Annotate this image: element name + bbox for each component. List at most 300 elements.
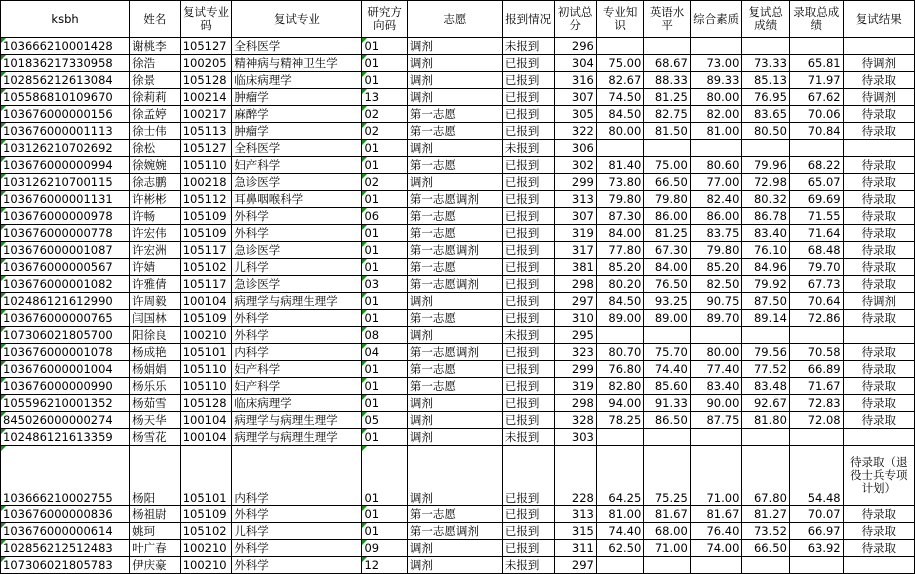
direction-code-cell[interactable]: 02 <box>362 123 407 140</box>
report-status-cell[interactable]: 未报到 <box>502 557 554 574</box>
english-level-cell[interactable]: 84.00 <box>644 259 690 276</box>
initial-score-cell[interactable]: 322 <box>554 123 596 140</box>
name-cell[interactable]: 徐景 <box>130 72 181 89</box>
retest-total-cell[interactable]: 85.13 <box>742 72 790 89</box>
name-cell[interactable]: 伊庆豪 <box>130 557 181 574</box>
english-level-cell[interactable]: 79.80 <box>644 191 690 208</box>
professional-knowledge-cell[interactable]: 62.50 <box>596 540 644 557</box>
ksbh-cell[interactable]: 103676000000836 <box>1 506 130 523</box>
ksbh-cell[interactable]: 103676000000614 <box>1 523 130 540</box>
major-code-cell[interactable]: 105102 <box>180 523 232 540</box>
table-row[interactable] <box>1 140 915 157</box>
ksbh-cell[interactable]: 103676000000990 <box>1 378 130 395</box>
admission-total-cell[interactable]: 71.97 <box>789 72 843 89</box>
major-cell[interactable]: 儿科学 <box>232 259 362 276</box>
major-code-cell[interactable]: 100218 <box>180 174 232 191</box>
major-cell[interactable]: 外科学 <box>232 540 362 557</box>
direction-code-cell[interactable]: 09 <box>362 540 407 557</box>
table-row[interactable] <box>1 174 915 191</box>
professional-knowledge-cell[interactable]: 82.80 <box>596 378 644 395</box>
professional-knowledge-cell[interactable]: 78.25 <box>596 412 644 429</box>
direction-code-cell[interactable]: 08 <box>362 327 407 344</box>
name-cell[interactable]: 闫国林 <box>130 310 181 327</box>
report-status-cell[interactable]: 已报到 <box>502 208 554 225</box>
choice-cell[interactable]: 第一志愿调剂 <box>407 242 502 259</box>
admission-total-cell[interactable]: 65.07 <box>789 174 843 191</box>
choice-cell[interactable]: 调剂 <box>407 293 502 310</box>
choice-cell[interactable]: 第一志愿调剂 <box>407 523 502 540</box>
ksbh-cell[interactable]: 103676000001087 <box>1 242 130 259</box>
professional-knowledge-cell[interactable] <box>596 140 644 157</box>
retest-total-cell[interactable]: 66.50 <box>742 540 790 557</box>
major-cell[interactable]: 外科学 <box>232 557 362 574</box>
ksbh-cell[interactable]: 103676000000765 <box>1 310 130 327</box>
major-code-cell[interactable]: 105109 <box>180 208 232 225</box>
initial-score-cell[interactable]: 296 <box>554 38 596 55</box>
retest-total-cell[interactable]: 81.27 <box>742 506 790 523</box>
table-row[interactable] <box>1 429 915 446</box>
direction-code-cell[interactable]: 01 <box>362 140 407 157</box>
table-row[interactable] <box>1 276 915 293</box>
major-cell[interactable]: 内科学 <box>232 446 362 506</box>
major-cell[interactable]: 全科医学 <box>232 140 362 157</box>
retest-result-cell[interactable] <box>843 327 914 344</box>
retest-result-cell[interactable]: 待录取 <box>843 174 914 191</box>
ksbh-cell[interactable]: 103676000000156 <box>1 106 130 123</box>
name-cell[interactable]: 徐士伟 <box>130 123 181 140</box>
table-row[interactable] <box>1 225 915 242</box>
retest-total-cell[interactable] <box>742 327 790 344</box>
major-cell[interactable]: 精神病与精神卫生学 <box>232 55 362 72</box>
major-code-cell[interactable]: 105112 <box>180 191 232 208</box>
major-code-cell[interactable]: 100210 <box>180 557 232 574</box>
english-level-cell[interactable]: 67.30 <box>644 242 690 259</box>
report-status-cell[interactable]: 已报到 <box>502 344 554 361</box>
column-header-retest-result[interactable]: 复试结果 <box>843 1 914 38</box>
choice-cell[interactable]: 调剂 <box>407 140 502 157</box>
choice-cell[interactable]: 第一志愿 <box>407 378 502 395</box>
direction-code-cell[interactable]: 01 <box>362 506 407 523</box>
initial-score-cell[interactable]: 319 <box>554 378 596 395</box>
initial-score-cell[interactable]: 317 <box>554 242 596 259</box>
ksbh-cell[interactable]: 107306021805783 <box>1 557 130 574</box>
major-code-cell[interactable]: 100104 <box>180 429 232 446</box>
table-row[interactable] <box>1 72 915 89</box>
retest-result-cell[interactable]: 待录取 <box>843 378 914 395</box>
overall-quality-cell[interactable] <box>690 429 742 446</box>
english-level-cell[interactable] <box>644 327 690 344</box>
admission-total-cell[interactable] <box>789 140 843 157</box>
retest-total-cell[interactable]: 83.48 <box>742 378 790 395</box>
direction-code-cell[interactable]: 01 <box>362 55 407 72</box>
table-row[interactable] <box>1 106 915 123</box>
retest-total-cell[interactable]: 80.50 <box>742 123 790 140</box>
report-status-cell[interactable]: 已报到 <box>502 293 554 310</box>
retest-total-cell[interactable]: 83.65 <box>742 106 790 123</box>
choice-cell[interactable]: 第一志愿 <box>407 310 502 327</box>
initial-score-cell[interactable]: 298 <box>554 395 596 412</box>
choice-cell[interactable]: 调剂 <box>407 327 502 344</box>
name-cell[interactable]: 谢桃李 <box>130 38 181 55</box>
ksbh-cell[interactable]: 103676000001004 <box>1 361 130 378</box>
retest-total-cell[interactable]: 80.32 <box>742 191 790 208</box>
name-cell[interactable]: 杨祖尉 <box>130 506 181 523</box>
english-level-cell[interactable] <box>644 557 690 574</box>
english-level-cell[interactable]: 85.60 <box>644 378 690 395</box>
major-cell[interactable]: 外科学 <box>232 208 362 225</box>
choice-cell[interactable]: 第一志愿 <box>407 225 502 242</box>
overall-quality-cell[interactable] <box>690 557 742 574</box>
direction-code-cell[interactable]: 12 <box>362 557 407 574</box>
direction-code-cell[interactable]: 13 <box>362 89 407 106</box>
name-cell[interactable]: 许婧 <box>130 259 181 276</box>
report-status-cell[interactable]: 已报到 <box>502 412 554 429</box>
direction-code-cell[interactable]: 04 <box>362 344 407 361</box>
name-cell[interactable]: 杨成艳 <box>130 344 181 361</box>
professional-knowledge-cell[interactable]: 74.50 <box>596 89 644 106</box>
major-cell[interactable]: 儿科学 <box>232 523 362 540</box>
name-cell[interactable]: 杨娟娟 <box>130 361 181 378</box>
choice-cell[interactable]: 第一志愿 <box>407 106 502 123</box>
overall-quality-cell[interactable]: 82.40 <box>690 191 742 208</box>
professional-knowledge-cell[interactable]: 77.80 <box>596 242 644 259</box>
major-cell[interactable]: 麻醉学 <box>232 106 362 123</box>
retest-result-cell[interactable]: 待录取 <box>843 123 914 140</box>
report-status-cell[interactable]: 已报到 <box>502 540 554 557</box>
column-header-english-level[interactable]: 英语水平 <box>644 1 690 38</box>
retest-total-cell[interactable]: 73.33 <box>742 55 790 72</box>
professional-knowledge-cell[interactable]: 87.30 <box>596 208 644 225</box>
retest-total-cell[interactable]: 86.78 <box>742 208 790 225</box>
admission-total-cell[interactable]: 72.83 <box>789 395 843 412</box>
column-header-name[interactable]: 姓名 <box>130 1 181 38</box>
admission-total-cell[interactable]: 70.84 <box>789 123 843 140</box>
professional-knowledge-cell[interactable]: 80.70 <box>596 344 644 361</box>
english-level-cell[interactable]: 66.50 <box>644 174 690 191</box>
retest-result-cell[interactable]: 待录取 <box>843 191 914 208</box>
direction-code-cell[interactable]: 01 <box>362 225 407 242</box>
professional-knowledge-cell[interactable] <box>596 557 644 574</box>
admission-total-cell[interactable]: 72.08 <box>789 412 843 429</box>
direction-code-cell[interactable]: 01 <box>362 523 407 540</box>
choice-cell[interactable]: 调剂 <box>407 38 502 55</box>
admission-total-cell[interactable]: 66.97 <box>789 523 843 540</box>
retest-total-cell[interactable]: 92.67 <box>742 395 790 412</box>
choice-cell[interactable]: 调剂 <box>407 89 502 106</box>
column-header-direction-code[interactable]: 研究方向码 <box>362 1 407 38</box>
table-row[interactable] <box>1 242 915 259</box>
retest-total-cell[interactable]: 84.96 <box>742 259 790 276</box>
name-cell[interactable]: 徐孟婷 <box>130 106 181 123</box>
table-row[interactable] <box>1 506 915 523</box>
professional-knowledge-cell[interactable]: 81.40 <box>596 157 644 174</box>
initial-score-cell[interactable]: 311 <box>554 540 596 557</box>
professional-knowledge-cell[interactable]: 74.40 <box>596 523 644 540</box>
direction-code-cell[interactable]: 01 <box>362 310 407 327</box>
overall-quality-cell[interactable]: 82.50 <box>690 276 742 293</box>
major-code-cell[interactable]: 105128 <box>180 395 232 412</box>
professional-knowledge-cell[interactable]: 80.20 <box>596 276 644 293</box>
retest-total-cell[interactable] <box>742 557 790 574</box>
ksbh-cell[interactable]: 103676000001078 <box>1 344 130 361</box>
overall-quality-cell[interactable]: 73.00 <box>690 55 742 72</box>
table-row[interactable] <box>1 55 915 72</box>
report-status-cell[interactable]: 未报到 <box>502 140 554 157</box>
initial-score-cell[interactable]: 313 <box>554 506 596 523</box>
english-level-cell[interactable]: 86.50 <box>644 412 690 429</box>
major-cell[interactable]: 肿瘤学 <box>232 123 362 140</box>
report-status-cell[interactable]: 未报到 <box>502 327 554 344</box>
professional-knowledge-cell[interactable]: 75.00 <box>596 55 644 72</box>
retest-total-cell[interactable]: 83.40 <box>742 225 790 242</box>
admission-total-cell[interactable]: 68.48 <box>789 242 843 259</box>
report-status-cell[interactable]: 已报到 <box>502 310 554 327</box>
table-row[interactable] <box>1 344 915 361</box>
major-cell[interactable]: 病理学与病理生理学 <box>232 429 362 446</box>
report-status-cell[interactable]: 未报到 <box>502 429 554 446</box>
overall-quality-cell[interactable] <box>690 38 742 55</box>
name-cell[interactable]: 许雅倩 <box>130 276 181 293</box>
professional-knowledge-cell[interactable]: 80.00 <box>596 123 644 140</box>
major-code-cell[interactable]: 105101 <box>180 344 232 361</box>
column-header-major-code[interactable]: 复试专业码 <box>180 1 232 38</box>
major-cell[interactable]: 内科学 <box>232 344 362 361</box>
direction-code-cell[interactable]: 01 <box>362 378 407 395</box>
retest-result-cell[interactable]: 待录取 <box>843 395 914 412</box>
admission-total-cell[interactable]: 63.92 <box>789 540 843 557</box>
english-level-cell[interactable]: 89.00 <box>644 310 690 327</box>
name-cell[interactable]: 许周毅 <box>130 293 181 310</box>
overall-quality-cell[interactable] <box>690 327 742 344</box>
direction-code-cell[interactable]: 01 <box>362 38 407 55</box>
report-status-cell[interactable]: 已报到 <box>502 174 554 191</box>
report-status-cell[interactable]: 已报到 <box>502 191 554 208</box>
major-cell[interactable]: 外科学 <box>232 327 362 344</box>
choice-cell[interactable]: 调剂 <box>407 72 502 89</box>
retest-result-cell[interactable]: 待录取 <box>843 157 914 174</box>
admission-total-cell[interactable]: 79.70 <box>789 259 843 276</box>
initial-score-cell[interactable]: 310 <box>554 310 596 327</box>
initial-score-cell[interactable]: 303 <box>554 429 596 446</box>
professional-knowledge-cell[interactable] <box>596 429 644 446</box>
professional-knowledge-cell[interactable]: 79.80 <box>596 191 644 208</box>
table-row[interactable] <box>1 361 915 378</box>
table-row[interactable] <box>1 557 915 574</box>
ksbh-cell[interactable]: 845026000000274 <box>1 412 130 429</box>
admission-total-cell[interactable] <box>789 557 843 574</box>
initial-score-cell[interactable]: 298 <box>554 276 596 293</box>
admission-total-cell[interactable]: 71.67 <box>789 378 843 395</box>
table-row[interactable] <box>1 208 915 225</box>
ksbh-cell[interactable]: 103126210700115 <box>1 174 130 191</box>
initial-score-cell[interactable]: 305 <box>554 106 596 123</box>
retest-result-cell[interactable]: 待录取（退役士兵专项计划） <box>843 446 914 506</box>
overall-quality-cell[interactable]: 81.67 <box>690 506 742 523</box>
direction-code-cell[interactable]: 01 <box>362 293 407 310</box>
choice-cell[interactable]: 调剂 <box>407 395 502 412</box>
major-code-cell[interactable]: 105109 <box>180 506 232 523</box>
english-level-cell[interactable]: 86.00 <box>644 208 690 225</box>
english-level-cell[interactable]: 68.67 <box>644 55 690 72</box>
report-status-cell[interactable]: 已报到 <box>502 523 554 540</box>
direction-code-cell[interactable]: 01 <box>362 395 407 412</box>
retest-result-cell[interactable]: 待录取 <box>843 72 914 89</box>
retest-result-cell[interactable] <box>843 557 914 574</box>
major-code-cell[interactable]: 105109 <box>180 225 232 242</box>
professional-knowledge-cell[interactable]: 81.00 <box>596 506 644 523</box>
choice-cell[interactable]: 第一志愿 <box>407 123 502 140</box>
name-cell[interactable]: 阳徐良 <box>130 327 181 344</box>
retest-total-cell[interactable] <box>742 38 790 55</box>
major-code-cell[interactable]: 105128 <box>180 72 232 89</box>
professional-knowledge-cell[interactable]: 73.80 <box>596 174 644 191</box>
major-code-cell[interactable]: 105101 <box>180 446 232 506</box>
ksbh-cell[interactable]: 102856212512483 <box>1 540 130 557</box>
choice-cell[interactable]: 第一志愿 <box>407 361 502 378</box>
english-level-cell[interactable]: 76.50 <box>644 276 690 293</box>
major-cell[interactable]: 临床病理学 <box>232 395 362 412</box>
major-cell[interactable]: 临床病理学 <box>232 72 362 89</box>
retest-result-cell[interactable]: 待录取 <box>843 225 914 242</box>
name-cell[interactable]: 许彬彬 <box>130 191 181 208</box>
table-row[interactable] <box>1 412 915 429</box>
admission-total-cell[interactable]: 71.55 <box>789 208 843 225</box>
name-cell[interactable]: 姚珂 <box>130 523 181 540</box>
admission-total-cell[interactable]: 67.73 <box>789 276 843 293</box>
retest-total-cell[interactable]: 67.80 <box>742 446 790 506</box>
table-row[interactable] <box>1 446 915 506</box>
major-code-cell[interactable]: 105110 <box>180 157 232 174</box>
professional-knowledge-cell[interactable]: 82.67 <box>596 72 644 89</box>
major-code-cell[interactable]: 105110 <box>180 361 232 378</box>
initial-score-cell[interactable]: 323 <box>554 344 596 361</box>
choice-cell[interactable]: 调剂 <box>407 540 502 557</box>
overall-quality-cell[interactable]: 71.00 <box>690 446 742 506</box>
ksbh-cell[interactable]: 103676000000994 <box>1 157 130 174</box>
choice-cell[interactable]: 第一志愿 <box>407 259 502 276</box>
major-code-cell[interactable]: 105127 <box>180 38 232 55</box>
admission-total-cell[interactable]: 70.58 <box>789 344 843 361</box>
table-row[interactable] <box>1 259 915 276</box>
ksbh-cell[interactable]: 101836217330958 <box>1 55 130 72</box>
admission-total-cell[interactable] <box>789 429 843 446</box>
major-cell[interactable]: 肿瘤学 <box>232 89 362 106</box>
major-code-cell[interactable]: 105127 <box>180 140 232 157</box>
retest-result-cell[interactable]: 待录取 <box>843 344 914 361</box>
english-level-cell[interactable]: 88.33 <box>644 72 690 89</box>
major-code-cell[interactable]: 100210 <box>180 540 232 557</box>
major-code-cell[interactable]: 100205 <box>180 55 232 72</box>
english-level-cell[interactable]: 75.00 <box>644 157 690 174</box>
name-cell[interactable]: 许宏洲 <box>130 242 181 259</box>
overall-quality-cell[interactable]: 83.40 <box>690 378 742 395</box>
major-cell[interactable]: 急诊医学 <box>232 174 362 191</box>
major-cell[interactable]: 妇产科学 <box>232 157 362 174</box>
major-code-cell[interactable]: 100214 <box>180 89 232 106</box>
ksbh-cell[interactable]: 103126210702692 <box>1 140 130 157</box>
retest-result-cell[interactable] <box>843 38 914 55</box>
major-code-cell[interactable]: 100104 <box>180 412 232 429</box>
ksbh-cell[interactable]: 105586810109670 <box>1 89 130 106</box>
choice-cell[interactable]: 调剂 <box>407 557 502 574</box>
choice-cell[interactable]: 第一志愿 <box>407 506 502 523</box>
table-row[interactable] <box>1 123 915 140</box>
major-code-cell[interactable]: 105110 <box>180 378 232 395</box>
ksbh-cell[interactable]: 103676000000567 <box>1 259 130 276</box>
initial-score-cell[interactable]: 319 <box>554 225 596 242</box>
retest-total-cell[interactable]: 79.56 <box>742 344 790 361</box>
direction-code-cell[interactable]: 02 <box>362 174 407 191</box>
name-cell[interactable]: 杨茹雪 <box>130 395 181 412</box>
overall-quality-cell[interactable]: 77.40 <box>690 361 742 378</box>
name-cell[interactable]: 叶广春 <box>130 540 181 557</box>
english-level-cell[interactable]: 68.00 <box>644 523 690 540</box>
ksbh-cell[interactable]: 103676000000778 <box>1 225 130 242</box>
ksbh-cell[interactable]: 102486121613359 <box>1 429 130 446</box>
column-header-admission-total[interactable]: 录取总成绩 <box>789 1 843 38</box>
table-row[interactable] <box>1 395 915 412</box>
retest-result-cell[interactable]: 待录取 <box>843 506 914 523</box>
professional-knowledge-cell[interactable]: 85.20 <box>596 259 644 276</box>
name-cell[interactable]: 杨天华 <box>130 412 181 429</box>
table-row[interactable] <box>1 540 915 557</box>
professional-knowledge-cell[interactable]: 94.00 <box>596 395 644 412</box>
direction-code-cell[interactable]: 05 <box>362 412 407 429</box>
english-level-cell[interactable]: 81.67 <box>644 506 690 523</box>
column-header-professional-knowledge[interactable]: 专业知识 <box>596 1 644 38</box>
overall-quality-cell[interactable]: 83.75 <box>690 225 742 242</box>
direction-code-cell[interactable]: 01 <box>362 429 407 446</box>
overall-quality-cell[interactable]: 82.00 <box>690 106 742 123</box>
retest-result-cell[interactable]: 待录取 <box>843 242 914 259</box>
report-status-cell[interactable]: 已报到 <box>502 242 554 259</box>
major-code-cell[interactable]: 105117 <box>180 276 232 293</box>
retest-total-cell[interactable]: 89.14 <box>742 310 790 327</box>
overall-quality-cell[interactable]: 89.70 <box>690 310 742 327</box>
overall-quality-cell[interactable]: 86.00 <box>690 208 742 225</box>
direction-code-cell[interactable]: 01 <box>362 446 407 506</box>
overall-quality-cell[interactable]: 81.00 <box>690 123 742 140</box>
retest-total-cell[interactable]: 79.96 <box>742 157 790 174</box>
table-row[interactable] <box>1 157 915 174</box>
overall-quality-cell[interactable] <box>690 140 742 157</box>
choice-cell[interactable]: 调剂 <box>407 55 502 72</box>
admission-total-cell[interactable]: 68.22 <box>789 157 843 174</box>
retest-result-cell[interactable]: 待调剂 <box>843 293 914 310</box>
table-row[interactable] <box>1 523 915 540</box>
name-cell[interactable]: 徐莉莉 <box>130 89 181 106</box>
choice-cell[interactable]: 第一志愿调剂 <box>407 276 502 293</box>
table-row[interactable] <box>1 89 915 106</box>
ksbh-cell[interactable]: 103676000001131 <box>1 191 130 208</box>
report-status-cell[interactable]: 已报到 <box>502 276 554 293</box>
english-level-cell[interactable]: 93.25 <box>644 293 690 310</box>
ksbh-cell[interactable]: 107306021805700 <box>1 327 130 344</box>
name-cell[interactable]: 徐婉婉 <box>130 157 181 174</box>
major-cell[interactable]: 病理学与病理生理学 <box>232 412 362 429</box>
admission-total-cell[interactable] <box>789 38 843 55</box>
table-row[interactable] <box>1 378 915 395</box>
retest-total-cell[interactable]: 76.95 <box>742 89 790 106</box>
direction-code-cell[interactable]: 01 <box>362 361 407 378</box>
name-cell[interactable]: 许畅 <box>130 208 181 225</box>
retest-total-cell[interactable]: 77.52 <box>742 361 790 378</box>
english-level-cell[interactable]: 81.50 <box>644 123 690 140</box>
admission-total-cell[interactable]: 70.07 <box>789 506 843 523</box>
professional-knowledge-cell[interactable]: 89.00 <box>596 310 644 327</box>
major-code-cell[interactable]: 100210 <box>180 327 232 344</box>
report-status-cell[interactable]: 已报到 <box>502 361 554 378</box>
